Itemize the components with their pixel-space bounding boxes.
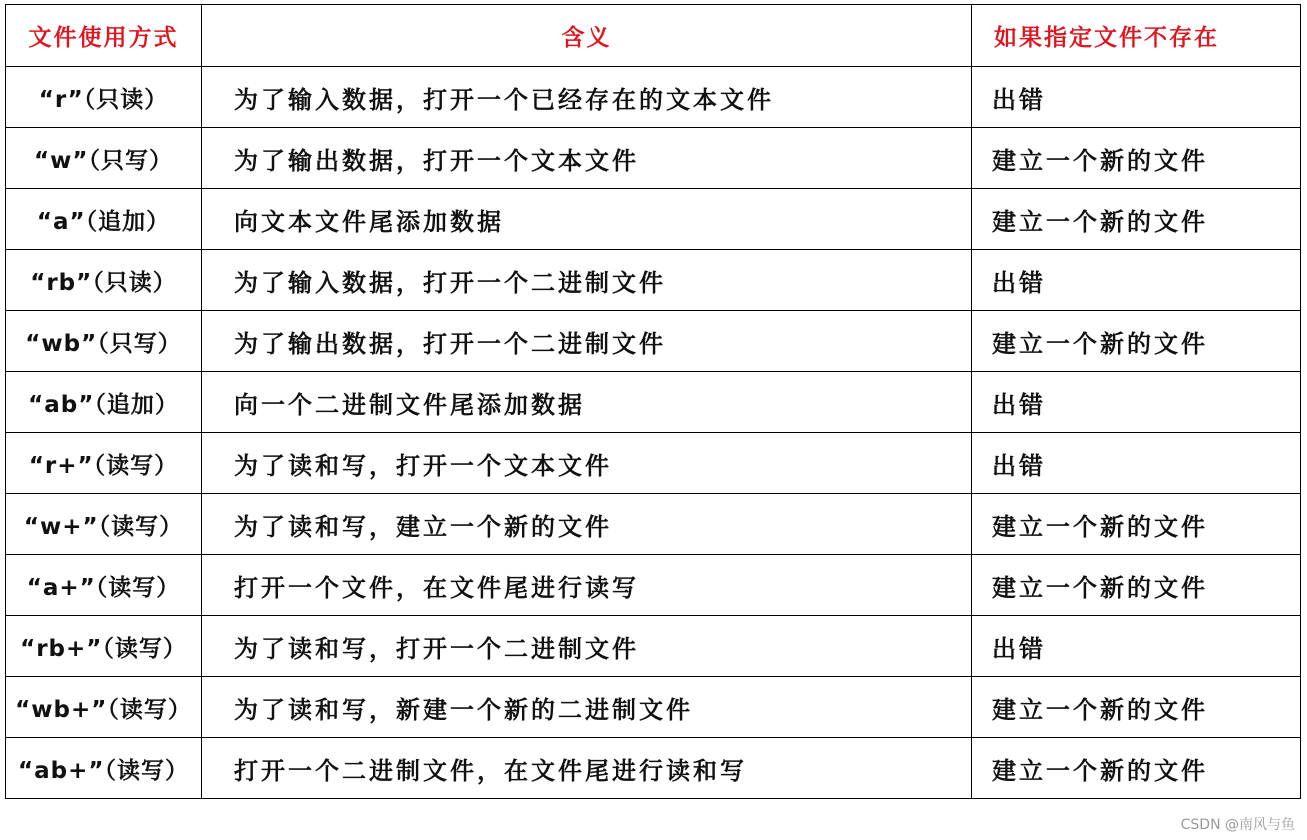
if-missing-cell: 出错 [972,616,1301,677]
file-modes-table [5,4,1301,799]
table-row [6,555,1301,616]
meaning-cell: 为了读和写，打开一个二进制文件 [202,616,972,677]
meaning-cell: 为了读和写，新建一个新的二进制文件 [202,677,972,738]
table-row [6,494,1301,555]
table-row [6,433,1301,494]
mode-cell: “wb”（只写） [6,311,202,372]
if-missing-cell: 出错 [972,372,1301,433]
if-missing-cell: 建立一个新的文件 [972,555,1301,616]
meaning-cell: 为了输入数据，打开一个二进制文件 [202,250,972,311]
meaning-cell: 为了输入数据，打开一个已经存在的文本文件 [202,67,972,128]
mode-cell: “a+”（读写） [6,555,202,616]
table-header-row [6,5,1301,67]
table-row [6,250,1301,311]
if-missing-cell: 建立一个新的文件 [972,494,1301,555]
table-row [6,311,1301,372]
meaning-cell: 为了读和写，打开一个文本文件 [202,433,972,494]
mode-cell: “ab”（追加） [6,372,202,433]
header-mode: 文件使用方式 [6,5,202,67]
if-missing-cell: 出错 [972,433,1301,494]
meaning-cell: 为了输出数据，打开一个文本文件 [202,128,972,189]
meaning-cell: 向一个二进制文件尾添加数据 [202,372,972,433]
meaning-cell: 为了输出数据，打开一个二进制文件 [202,311,972,372]
mode-cell: “ab+”（读写） [6,738,202,799]
meaning-cell: 为了读和写，建立一个新的文件 [202,494,972,555]
if-missing-cell: 出错 [972,250,1301,311]
if-missing-cell: 建立一个新的文件 [972,311,1301,372]
meaning-cell: 打开一个二进制文件，在文件尾进行读和写 [202,738,972,799]
if-missing-cell: 建立一个新的文件 [972,189,1301,250]
table-row [6,677,1301,738]
csdn-watermark: CSDN @南风与鱼 [1180,817,1295,833]
mode-cell: “rb”（只读） [6,250,202,311]
mode-cell: “wb+”（读写） [6,677,202,738]
header-meaning: 含义 [202,5,972,67]
mode-cell: “rb+”（读写） [6,616,202,677]
if-missing-cell: 建立一个新的文件 [972,738,1301,799]
table-row [6,128,1301,189]
table-row [6,616,1301,677]
if-missing-cell: 出错 [972,67,1301,128]
table-row [6,67,1301,128]
mode-cell: “w+”（读写） [6,494,202,555]
mode-cell: “r+”（读写） [6,433,202,494]
mode-cell: “r”（只读） [6,67,202,128]
table-row [6,738,1301,799]
if-missing-cell: 建立一个新的文件 [972,677,1301,738]
table-row [6,189,1301,250]
meaning-cell: 打开一个文件，在文件尾进行读写 [202,555,972,616]
meaning-cell: 向文本文件尾添加数据 [202,189,972,250]
mode-cell: “w”（只写） [6,128,202,189]
table-row [6,372,1301,433]
mode-cell: “a”（追加） [6,189,202,250]
header-if-missing: 如果指定文件不存在 [972,5,1301,67]
if-missing-cell: 建立一个新的文件 [972,128,1301,189]
